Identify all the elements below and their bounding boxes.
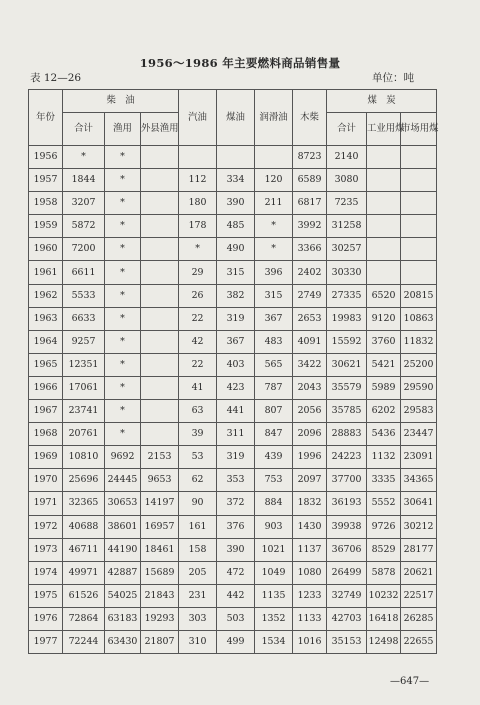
cell-diesel-outer: 9653 <box>141 469 179 492</box>
table-row <box>29 400 437 423</box>
cell-diesel-fishery: 63430 <box>105 630 141 653</box>
cell-firewood: 6589 <box>293 169 327 192</box>
cell-lubricant: 483 <box>255 330 293 353</box>
cell-diesel-total: 12351 <box>63 353 105 376</box>
cell-coal-total: 35785 <box>327 400 367 423</box>
cell-coal-market: 29590 <box>401 376 437 399</box>
cell-lubricant: 807 <box>255 400 293 423</box>
cell-firewood: 1832 <box>293 492 327 515</box>
cell-firewood: 2653 <box>293 307 327 330</box>
cell-diesel-outer <box>141 261 179 284</box>
cell-lubricant: 1021 <box>255 538 293 561</box>
header-diesel-outer: 外县渔用 <box>141 113 179 146</box>
cell-diesel-fishery: 30653 <box>105 492 141 515</box>
cell-gasoline: 310 <box>179 630 217 653</box>
cell-gasoline: 41 <box>179 376 217 399</box>
cell-coal-industrial: 10232 <box>367 584 401 607</box>
cell-coal-total: 36706 <box>327 538 367 561</box>
cell-diesel-total: 6633 <box>63 307 105 330</box>
cell-year: 1962 <box>29 284 63 307</box>
cell-diesel-outer <box>141 192 179 215</box>
cell-coal-market: 22655 <box>401 630 437 653</box>
cell-coal-total: 2140 <box>327 146 367 169</box>
cell-diesel-outer: 18461 <box>141 538 179 561</box>
cell-firewood: 2096 <box>293 423 327 446</box>
cell-kerosene: 334 <box>217 169 255 192</box>
cell-coal-industrial: 12498 <box>367 630 401 653</box>
cell-coal-industrial <box>367 169 401 192</box>
cell-lubricant: 211 <box>255 192 293 215</box>
cell-coal-market <box>401 238 437 261</box>
cell-firewood: 2043 <box>293 376 327 399</box>
cell-coal-market: 25200 <box>401 353 437 376</box>
cell-year: 1975 <box>29 584 63 607</box>
cell-diesel-fishery: * <box>105 192 141 215</box>
cell-kerosene: 485 <box>217 215 255 238</box>
cell-coal-total: 37700 <box>327 469 367 492</box>
cell-diesel-outer <box>141 307 179 330</box>
cell-year: 1958 <box>29 192 63 215</box>
cell-gasoline: 26 <box>179 284 217 307</box>
cell-coal-total: 42703 <box>327 607 367 630</box>
cell-kerosene <box>217 146 255 169</box>
cell-coal-total: 19983 <box>327 307 367 330</box>
cell-diesel-total: 40688 <box>63 515 105 538</box>
cell-kerosene: 390 <box>217 538 255 561</box>
cell-year: 1957 <box>29 169 63 192</box>
cell-coal-market: 10863 <box>401 307 437 330</box>
cell-gasoline: 180 <box>179 192 217 215</box>
header-diesel-fishery: 渔用 <box>105 113 141 146</box>
cell-diesel-total: 5533 <box>63 284 105 307</box>
header-year: 年份 <box>29 90 63 146</box>
cell-kerosene: 499 <box>217 630 255 653</box>
cell-diesel-total: 17061 <box>63 376 105 399</box>
cell-year: 1960 <box>29 238 63 261</box>
table-row <box>29 492 437 515</box>
cell-lubricant: 787 <box>255 376 293 399</box>
cell-gasoline: 63 <box>179 400 217 423</box>
cell-lubricant: 439 <box>255 446 293 469</box>
cell-diesel-outer <box>141 353 179 376</box>
cell-year: 1974 <box>29 561 63 584</box>
cell-coal-market: 20815 <box>401 284 437 307</box>
cell-coal-market <box>401 261 437 284</box>
cell-diesel-outer: 14197 <box>141 492 179 515</box>
cell-diesel-outer <box>141 169 179 192</box>
cell-year: 1976 <box>29 607 63 630</box>
cell-coal-total: 32749 <box>327 584 367 607</box>
cell-diesel-total: 72244 <box>63 630 105 653</box>
cell-firewood: 1430 <box>293 515 327 538</box>
header-gasoline: 汽油 <box>179 90 217 146</box>
table-row <box>29 146 437 169</box>
cell-diesel-fishery: * <box>105 307 141 330</box>
cell-coal-market: 30641 <box>401 492 437 515</box>
cell-kerosene: 503 <box>217 607 255 630</box>
cell-coal-market <box>401 192 437 215</box>
cell-diesel-total: 9257 <box>63 330 105 353</box>
cell-lubricant: 1534 <box>255 630 293 653</box>
cell-gasoline: 29 <box>179 261 217 284</box>
header-diesel: 柴 油 <box>63 90 179 113</box>
table-row <box>29 607 437 630</box>
cell-coal-total: 15592 <box>327 330 367 353</box>
cell-diesel-total: 49971 <box>63 561 105 584</box>
cell-diesel-fishery: * <box>105 284 141 307</box>
cell-gasoline: 161 <box>179 515 217 538</box>
cell-kerosene: 315 <box>217 261 255 284</box>
cell-coal-total: 35153 <box>327 630 367 653</box>
cell-year: 1973 <box>29 538 63 561</box>
cell-coal-industrial <box>367 238 401 261</box>
cell-coal-market: 23447 <box>401 423 437 446</box>
cell-kerosene: 441 <box>217 400 255 423</box>
cell-lubricant: 903 <box>255 515 293 538</box>
header-kerosene: 煤油 <box>217 90 255 146</box>
cell-gasoline: 205 <box>179 561 217 584</box>
cell-year: 1963 <box>29 307 63 330</box>
cell-diesel-total: 72864 <box>63 607 105 630</box>
cell-firewood: 2097 <box>293 469 327 492</box>
cell-lubricant: 396 <box>255 261 293 284</box>
cell-year: 1970 <box>29 469 63 492</box>
cell-diesel-total: 20761 <box>63 423 105 446</box>
cell-lubricant: 315 <box>255 284 293 307</box>
cell-year: 1956 <box>29 146 63 169</box>
cell-firewood: 8723 <box>293 146 327 169</box>
cell-year: 1967 <box>29 400 63 423</box>
cell-diesel-total: * <box>63 146 105 169</box>
cell-diesel-outer <box>141 400 179 423</box>
table-row <box>29 238 437 261</box>
cell-kerosene: 390 <box>217 192 255 215</box>
cell-diesel-outer: 19293 <box>141 607 179 630</box>
cell-diesel-total: 46711 <box>63 538 105 561</box>
cell-coal-market: 23091 <box>401 446 437 469</box>
cell-coal-market: 20621 <box>401 561 437 584</box>
cell-year: 1969 <box>29 446 63 469</box>
cell-diesel-fishery: 44190 <box>105 538 141 561</box>
cell-diesel-outer <box>141 423 179 446</box>
cell-firewood: 3366 <box>293 238 327 261</box>
cell-lubricant: 367 <box>255 307 293 330</box>
header-diesel-total: 合计 <box>63 113 105 146</box>
cell-diesel-fishery: * <box>105 330 141 353</box>
table-row <box>29 446 437 469</box>
header-firewood: 木柴 <box>293 90 327 146</box>
cell-kerosene: 442 <box>217 584 255 607</box>
cell-coal-industrial: 9120 <box>367 307 401 330</box>
cell-coal-total: 26499 <box>327 561 367 584</box>
cell-diesel-fishery: * <box>105 353 141 376</box>
cell-kerosene: 490 <box>217 238 255 261</box>
cell-kerosene: 319 <box>217 446 255 469</box>
cell-firewood: 1080 <box>293 561 327 584</box>
cell-diesel-fishery: * <box>105 169 141 192</box>
cell-kerosene: 372 <box>217 492 255 515</box>
cell-coal-industrial <box>367 215 401 238</box>
cell-gasoline: 178 <box>179 215 217 238</box>
cell-kerosene: 353 <box>217 469 255 492</box>
cell-coal-market: 34365 <box>401 469 437 492</box>
cell-diesel-total: 32365 <box>63 492 105 515</box>
cell-lubricant: 565 <box>255 353 293 376</box>
cell-year: 1966 <box>29 376 63 399</box>
cell-coal-industrial: 6202 <box>367 400 401 423</box>
cell-coal-industrial <box>367 261 401 284</box>
cell-diesel-outer: 15689 <box>141 561 179 584</box>
cell-gasoline: 22 <box>179 307 217 330</box>
cell-firewood: 3422 <box>293 353 327 376</box>
cell-diesel-total: 1844 <box>63 169 105 192</box>
cell-firewood: 4091 <box>293 330 327 353</box>
cell-coal-total: 30330 <box>327 261 367 284</box>
cell-gasoline: 231 <box>179 584 217 607</box>
cell-diesel-outer: 2153 <box>141 446 179 469</box>
cell-gasoline: 62 <box>179 469 217 492</box>
cell-coal-market: 30212 <box>401 515 437 538</box>
table-row <box>29 538 437 561</box>
table-row <box>29 215 437 238</box>
cell-kerosene: 472 <box>217 561 255 584</box>
cell-diesel-total: 6611 <box>63 261 105 284</box>
header-coal: 煤 炭 <box>327 90 437 113</box>
header-coal-industrial: 工业用煤 <box>367 113 401 146</box>
cell-coal-industrial: 9726 <box>367 515 401 538</box>
cell-kerosene: 319 <box>217 307 255 330</box>
cell-gasoline: 90 <box>179 492 217 515</box>
cell-diesel-fishery: * <box>105 423 141 446</box>
cell-lubricant <box>255 146 293 169</box>
cell-year: 1959 <box>29 215 63 238</box>
cell-gasoline: 42 <box>179 330 217 353</box>
cell-coal-industrial: 5421 <box>367 353 401 376</box>
table-row <box>29 169 437 192</box>
cell-coal-market <box>401 215 437 238</box>
page-number: —647— <box>390 676 430 687</box>
cell-coal-total: 39938 <box>327 515 367 538</box>
table-body <box>29 146 437 654</box>
cell-diesel-outer: 21807 <box>141 630 179 653</box>
cell-firewood: 1016 <box>293 630 327 653</box>
cell-gasoline: 53 <box>179 446 217 469</box>
cell-diesel-outer <box>141 284 179 307</box>
cell-coal-industrial: 1132 <box>367 446 401 469</box>
table-title: 1956～1986 年主要燃料商品销售量 <box>139 56 341 70</box>
cell-coal-total: 36193 <box>327 492 367 515</box>
cell-coal-industrial <box>367 192 401 215</box>
cell-diesel-fishery: * <box>105 400 141 423</box>
table-row <box>29 353 437 376</box>
cell-coal-total: 30257 <box>327 238 367 261</box>
cell-diesel-total: 5872 <box>63 215 105 238</box>
cell-coal-industrial: 5878 <box>367 561 401 584</box>
cell-firewood: 1137 <box>293 538 327 561</box>
cell-coal-total: 28883 <box>327 423 367 446</box>
cell-firewood: 2749 <box>293 284 327 307</box>
cell-coal-market: 22517 <box>401 584 437 607</box>
cell-diesel-fishery: 42887 <box>105 561 141 584</box>
table-row <box>29 423 437 446</box>
cell-year: 1977 <box>29 630 63 653</box>
header-lubricant: 润滑油 <box>255 90 293 146</box>
cell-coal-total: 7235 <box>327 192 367 215</box>
cell-year: 1965 <box>29 353 63 376</box>
table-row <box>29 261 437 284</box>
cell-diesel-fishery: * <box>105 238 141 261</box>
cell-coal-market: 28177 <box>401 538 437 561</box>
cell-coal-total: 3080 <box>327 169 367 192</box>
cell-coal-total: 35579 <box>327 376 367 399</box>
cell-lubricant: * <box>255 238 293 261</box>
cell-lubricant: * <box>255 215 293 238</box>
cell-coal-industrial: 6520 <box>367 284 401 307</box>
table-row <box>29 584 437 607</box>
cell-firewood: 6817 <box>293 192 327 215</box>
cell-coal-industrial: 16418 <box>367 607 401 630</box>
cell-firewood: 1233 <box>293 584 327 607</box>
cell-diesel-fishery: 54025 <box>105 584 141 607</box>
cell-kerosene: 403 <box>217 353 255 376</box>
cell-coal-total: 30621 <box>327 353 367 376</box>
cell-diesel-fishery: * <box>105 261 141 284</box>
cell-year: 1964 <box>29 330 63 353</box>
cell-diesel-total: 61526 <box>63 584 105 607</box>
cell-coal-industrial: 3760 <box>367 330 401 353</box>
cell-diesel-outer <box>141 215 179 238</box>
cell-coal-industrial: 3335 <box>367 469 401 492</box>
table-row <box>29 469 437 492</box>
table-row <box>29 330 437 353</box>
cell-coal-industrial <box>367 146 401 169</box>
cell-firewood: 2402 <box>293 261 327 284</box>
cell-gasoline: 303 <box>179 607 217 630</box>
cell-diesel-fishery: 9692 <box>105 446 141 469</box>
cell-lubricant: 1135 <box>255 584 293 607</box>
cell-lubricant: 120 <box>255 169 293 192</box>
cell-diesel-outer <box>141 146 179 169</box>
cell-gasoline: 158 <box>179 538 217 561</box>
cell-coal-industrial: 8529 <box>367 538 401 561</box>
cell-kerosene: 376 <box>217 515 255 538</box>
table-row <box>29 192 437 215</box>
cell-diesel-fishery: 38601 <box>105 515 141 538</box>
fuel-sales-table <box>28 89 437 654</box>
cell-diesel-total: 23741 <box>63 400 105 423</box>
cell-gasoline: * <box>179 238 217 261</box>
cell-firewood: 2056 <box>293 400 327 423</box>
table-row <box>29 561 437 584</box>
cell-firewood: 1133 <box>293 607 327 630</box>
table-row <box>29 284 437 307</box>
cell-coal-industrial: 5436 <box>367 423 401 446</box>
cell-diesel-total: 3207 <box>63 192 105 215</box>
cell-year: 1961 <box>29 261 63 284</box>
cell-diesel-outer: 16957 <box>141 515 179 538</box>
cell-coal-market: 11832 <box>401 330 437 353</box>
cell-lubricant: 847 <box>255 423 293 446</box>
header-coal-total: 合计 <box>327 113 367 146</box>
cell-year: 1968 <box>29 423 63 446</box>
cell-diesel-total: 25696 <box>63 469 105 492</box>
table-row <box>29 515 437 538</box>
cell-coal-industrial: 5552 <box>367 492 401 515</box>
cell-coal-total: 27335 <box>327 284 367 307</box>
table-row <box>29 376 437 399</box>
cell-diesel-fishery: * <box>105 146 141 169</box>
cell-gasoline: 39 <box>179 423 217 446</box>
cell-diesel-fishery: * <box>105 215 141 238</box>
cell-diesel-total: 7200 <box>63 238 105 261</box>
cell-diesel-fishery: 24445 <box>105 469 141 492</box>
cell-kerosene: 423 <box>217 376 255 399</box>
cell-coal-industrial: 5989 <box>367 376 401 399</box>
cell-diesel-total: 10810 <box>63 446 105 469</box>
cell-coal-total: 24223 <box>327 446 367 469</box>
cell-kerosene: 367 <box>217 330 255 353</box>
table-row <box>29 630 437 653</box>
cell-coal-market <box>401 146 437 169</box>
cell-year: 1972 <box>29 515 63 538</box>
cell-firewood: 3992 <box>293 215 327 238</box>
cell-lubricant: 884 <box>255 492 293 515</box>
cell-diesel-fishery: 63183 <box>105 607 141 630</box>
table-number: 表 12—26 <box>30 72 82 84</box>
cell-diesel-outer <box>141 238 179 261</box>
cell-coal-market: 26285 <box>401 607 437 630</box>
cell-coal-total: 31258 <box>327 215 367 238</box>
cell-diesel-outer <box>141 330 179 353</box>
cell-kerosene: 382 <box>217 284 255 307</box>
cell-diesel-fishery: * <box>105 376 141 399</box>
cell-lubricant: 1352 <box>255 607 293 630</box>
cell-firewood: 1996 <box>293 446 327 469</box>
table-row <box>29 307 437 330</box>
cell-coal-market <box>401 169 437 192</box>
cell-gasoline: 22 <box>179 353 217 376</box>
header-coal-market: 市场用煤 <box>401 113 437 146</box>
cell-diesel-outer: 21843 <box>141 584 179 607</box>
cell-gasoline <box>179 146 217 169</box>
cell-diesel-outer <box>141 376 179 399</box>
cell-coal-market: 29583 <box>401 400 437 423</box>
cell-gasoline: 112 <box>179 169 217 192</box>
cell-kerosene: 311 <box>217 423 255 446</box>
cell-lubricant: 1049 <box>255 561 293 584</box>
unit-label: 单位：吨 <box>372 72 414 84</box>
cell-year: 1971 <box>29 492 63 515</box>
cell-lubricant: 753 <box>255 469 293 492</box>
